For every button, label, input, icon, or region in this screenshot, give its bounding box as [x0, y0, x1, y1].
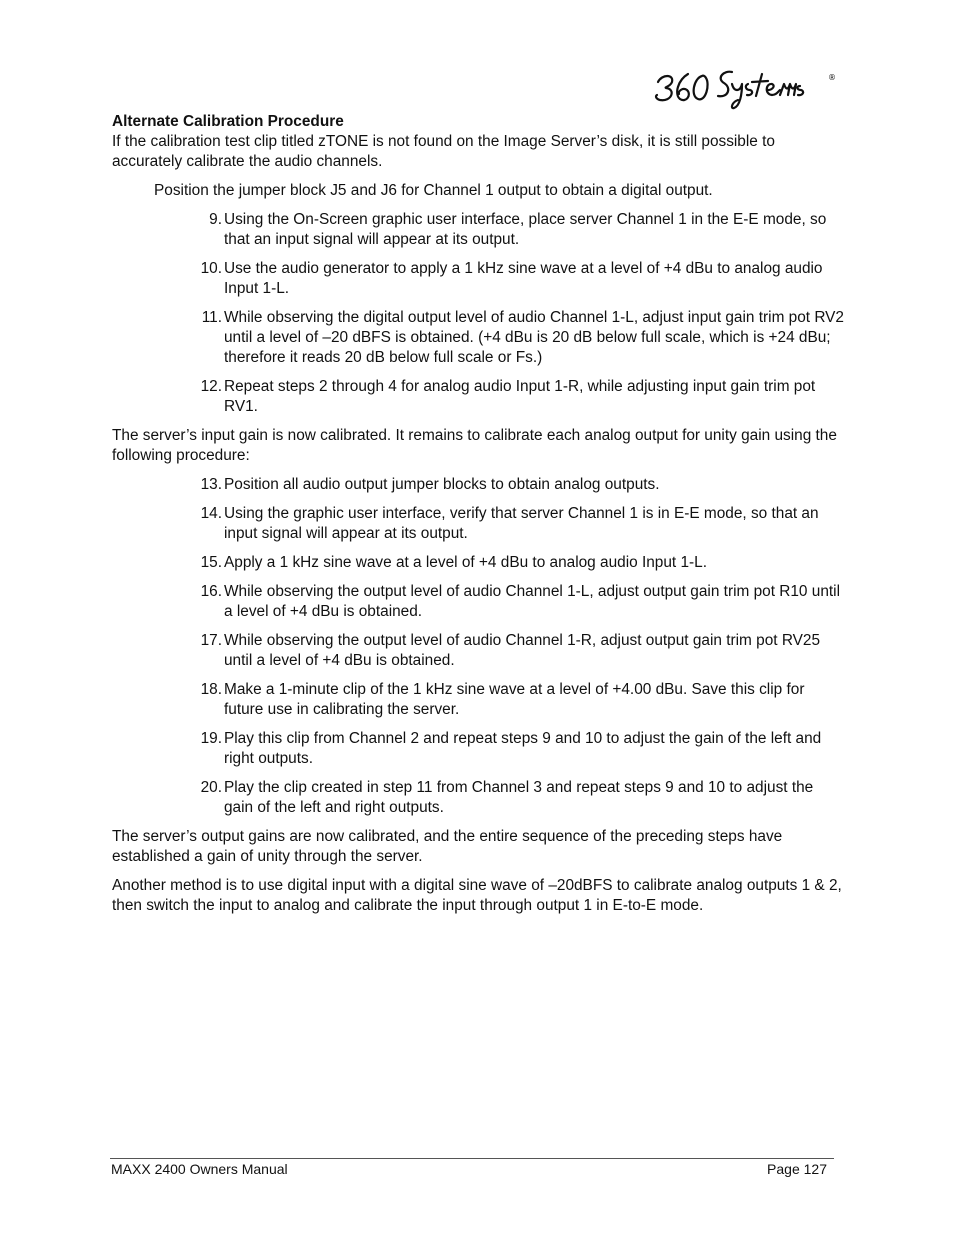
step-number: 13.	[200, 476, 222, 493]
step-text: While observing the digital output level of audio Channel 1-L, adjust input gain trim pot RV2 until a level of –20 dBFS is obtained. (+4 dBu is 20 dB below full scale, which is +24 dBu; therefore it reads 20 dB below full scale or Fs.)	[224, 309, 844, 366]
step-text: Position all audio output jumper blocks to obtain analog outputs.	[224, 476, 660, 493]
step-text: Apply a 1 kHz sine wave at a level of +4 dBu to analog audio Input 1-L.	[224, 554, 707, 571]
step-text: Play this clip from Channel 2 and repeat steps 9 and 10 to adjust the gain of the left and right outputs.	[224, 730, 822, 767]
step-number: 15.	[200, 554, 222, 571]
logo-360-systems-icon	[652, 62, 842, 112]
step-text: Play the clip created in step 11 from Channel 3 and repeat steps 9 and 10 to adjust the gain of the left and right outputs.	[224, 779, 814, 816]
step-number: 20.	[200, 779, 222, 796]
closing-paragraph-2: Another method is to use digital input with a digital sine wave of –20dBFS to calibrate analog outputs 1 & 2, then switch the input to analog and calibrate the input through output 1 in E-to-E mode.	[112, 877, 842, 914]
list-item	[112, 680, 844, 720]
step-text: Repeat steps 2 through 4 for analog audio Input 1-R, while adjusting input gain trim pot RV1.	[224, 378, 816, 415]
svg-text:®: ®	[828, 73, 836, 82]
list-item	[112, 553, 844, 573]
step-text: While observing the output level of audio Channel 1-R, adjust output gain trim pot RV25 until a level of +4 dBu is obtained.	[224, 632, 821, 669]
list-item	[112, 582, 844, 622]
step-list-output-calibration	[112, 475, 844, 818]
step-number: 14.	[200, 505, 222, 522]
step-number: 9.	[209, 211, 222, 228]
step-text: While observing the output level of audio Channel 1-L, adjust output gain trim pot R10 until a level of +4 dBu is obtained.	[224, 583, 841, 620]
section-heading: Alternate Calibration Procedure	[112, 113, 344, 130]
list-item	[112, 377, 844, 417]
brand-logo	[652, 62, 842, 112]
step-number: 17.	[200, 632, 222, 649]
step-number: 11.	[201, 309, 222, 326]
step-list-input-calibration	[112, 210, 844, 417]
list-item	[112, 631, 844, 671]
step-number: 19.	[200, 730, 222, 747]
step-text: Using the graphic user interface, verify that server Channel 1 is in E-E mode, so that an input signal will appear at its output.	[224, 505, 819, 542]
step-number: 12.	[200, 378, 222, 395]
step-text: Use the audio generator to apply a 1 kHz sine wave at a level of +4 dBu to analog audio Input 1-L.	[224, 260, 823, 297]
step-number: 16.	[200, 583, 222, 600]
footer-manual-title: MAXX 2400 Owners Manual	[111, 1161, 288, 1177]
step-text: Using the On-Screen graphic user interface, place server Channel 1 in the E-E mode, so that an input signal will appear at its output.	[224, 211, 827, 248]
step-number: 10.	[200, 260, 222, 277]
list-item	[112, 778, 844, 818]
intro-paragraph: If the calibration test clip titled zTONE is not found on the Image Server’s disk, it is still possible to accurately calibrate the audio channels.	[112, 133, 775, 170]
list-item	[112, 308, 844, 368]
footer-page-number: Page 127	[767, 1161, 827, 1177]
middle-paragraph: The server’s input gain is now calibrated. It remains to calibrate each analog output for unity gain using the following procedure:	[112, 427, 837, 464]
step-text: Make a 1-minute clip of the 1 kHz sine wave at a level of +4.00 dBu. Save this clip for future use in calibrating the server.	[224, 681, 805, 718]
jumper-paragraph: Position the jumper block J5 and J6 for Channel 1 output to obtain a digital output.	[154, 182, 713, 199]
page-content	[112, 112, 844, 925]
step-number: 18.	[200, 681, 222, 698]
list-item	[112, 475, 844, 495]
closing-paragraph-1: The server’s output gains are now calibrated, and the entire sequence of the preceding steps have established a gain of unity through the server.	[112, 828, 783, 865]
list-item	[112, 210, 844, 250]
footer-divider	[110, 1158, 834, 1159]
list-item	[112, 504, 844, 544]
list-item	[112, 259, 844, 299]
list-item	[112, 729, 844, 769]
